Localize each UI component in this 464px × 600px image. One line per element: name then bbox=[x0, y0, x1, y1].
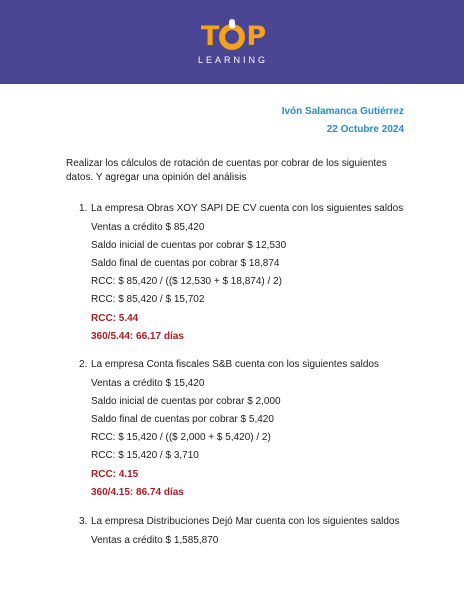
item-number: 3. bbox=[79, 516, 88, 527]
logo-letter-p: P bbox=[246, 21, 266, 52]
item-line: RCC: $ 15,420 / (($ 2,000 + $ 5,420) / 2) bbox=[91, 432, 271, 443]
item-line: Ventas a crédito $ 1,585,870 bbox=[91, 535, 219, 546]
document-date: 22 Octubre 2024 bbox=[326, 124, 404, 135]
item-title: La empresa Conta fiscales S&B cuenta con los siguientes saldos bbox=[91, 359, 379, 370]
item-line: Saldo inicial de cuentas por cobrar $ 2,000 bbox=[91, 396, 281, 407]
item-result: 360/5.44: 66.17 días bbox=[91, 331, 184, 342]
item-line: RCC: $ 85,420 / $ 15,702 bbox=[91, 294, 205, 305]
item-line: Ventas a crédito $ 15,420 bbox=[91, 378, 205, 389]
item-number: 1. bbox=[79, 203, 88, 214]
item-result: RCC: 5.44 bbox=[91, 313, 139, 324]
top-learning-logo bbox=[192, 22, 274, 68]
item-number: 2. bbox=[79, 359, 88, 370]
item-line: RCC: $ 15,420 / $ 3,710 bbox=[91, 450, 199, 461]
item-line: Saldo final de cuentas por cobrar $ 5,420 bbox=[91, 414, 274, 425]
instructions-paragraph: Realizar los cálculos de rotación de cuentas por cobrar de los siguientes datos. Y agregar una opinión del análisis bbox=[66, 158, 387, 183]
logo-o-icon bbox=[219, 24, 245, 50]
item-result: RCC: 4.15 bbox=[91, 469, 139, 480]
item-title: La empresa Obras XOY SAPI DE CV cuenta con los siguientes saldos bbox=[91, 203, 404, 214]
logo-letter-t: T bbox=[200, 21, 219, 52]
item-line: Saldo inicial de cuentas por cobrar $ 12,530 bbox=[91, 240, 287, 251]
author-name: Ivón Salamanca Gutiérrez bbox=[281, 106, 404, 117]
item-title: La empresa Distribuciones Dejó Mar cuenta con los siguientes saldos bbox=[91, 516, 400, 527]
logo-subtitle: LEARNING bbox=[197, 55, 268, 65]
item-result: 360/4.15: 86.74 días bbox=[91, 487, 184, 498]
item-line: Saldo final de cuentas por cobrar $ 18,874 bbox=[91, 258, 280, 269]
header-banner bbox=[0, 0, 464, 84]
item-line: RCC: $ 85,420 / (($ 12,530 + $ 18,874) / 2) bbox=[91, 276, 282, 287]
item-line: Ventas a crédito $ 85,420 bbox=[91, 222, 205, 233]
